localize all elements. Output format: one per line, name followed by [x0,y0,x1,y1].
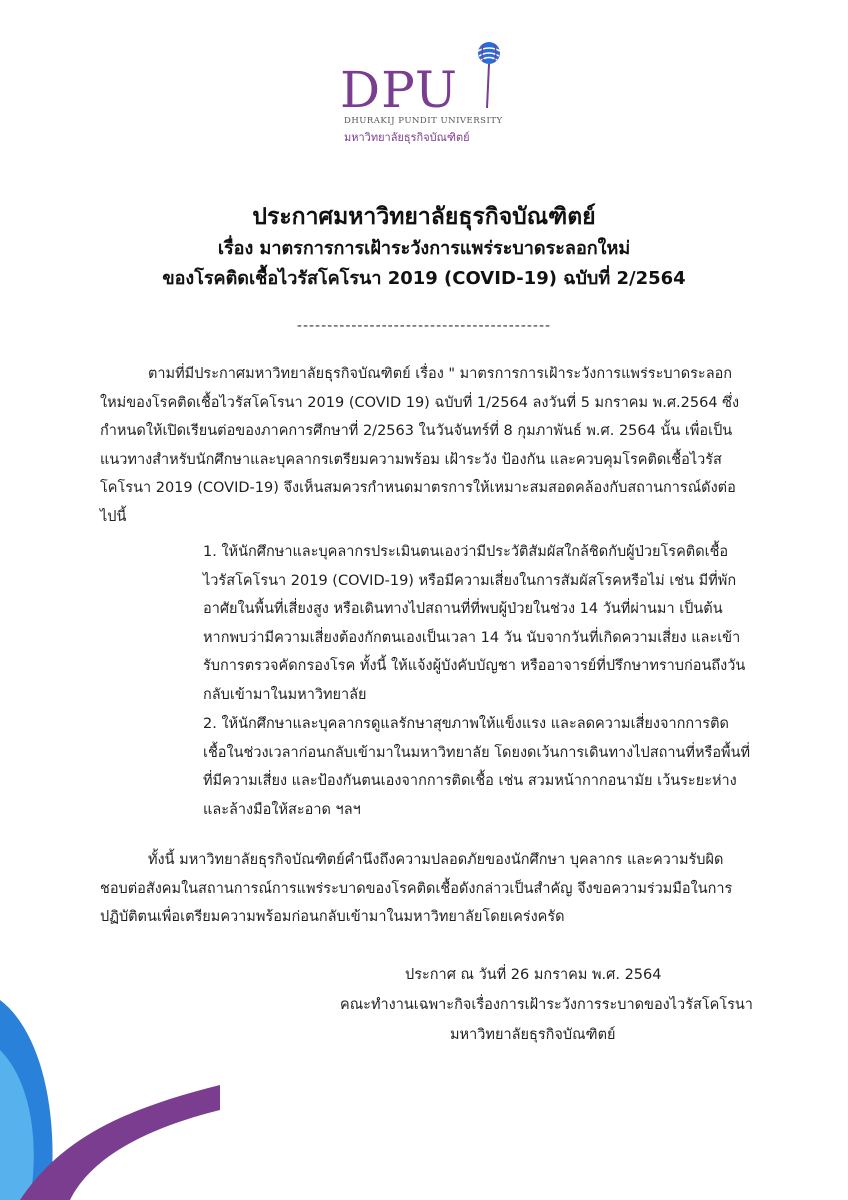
intro-paragraph: ตามที่มีประกาศมหาวิทยาลัยธุรกิจบัณฑิตย์ เรื่อง " มาตรการการเฝ้าระวังการแพร่ระบาดระลอกใหม่ของโรคติดเชื้อไวรัสโคโรนา 2019 (COVID 19) ฉบับที่ 1/2564 ลงวันที่ 5 มกราคม พ.ศ.2564 ซึ่งกำหนดให้เปิดเรียนต่อของภาคการศึกษาที่ 2/2563 ในวันจันทร์ที่ 8 กุมภาพันธ์ พ.ศ. 2564 นั้น เพื่อเป็นแนวทางสำหรับนักศึกษาและบุคลากรเตรียมความพร้อม เฝ้าระวัง ป้องกัน และควบคุมโรคติดเชื้อไวรัสโคโรนา 2019 (COVID-19) จึงเห็นสมควรกำหนดมาตรการให้เหมาะสมสอดคล้องกับสถานการณ์ดังต่อไปนี้ [100,366,740,525]
announcement-date: ประกาศ ณ วันที่ 26 มกราคม พ.ศ. 2564 [405,967,662,983]
logo-name-en: DHURAKIJ PUNDIT UNIVERSITY [344,116,503,126]
signature-block [300,960,753,1050]
logo-name-th: มหาวิทยาลัยธุรกิจบัณฑิตย์ [344,131,470,144]
measure-item-1: 1. ให้นักศึกษาและบุคลากรประเมินตนเองว่ามีประวัติสัมผัสใกล้ชิดกับผู้ป่วยโรคติดเชื้อไวรัสโคโรนา 2019 (COVID-19) หรือมีความเสี่ยงในการสัมผัสโรคหรือไม่ เช่น มีที่พักอาศัยในพื้นที่เสี่ยงสูง หรือเดินทางไปสถานที่ที่พบผู้ป่วยในช่วง 14 วันที่ผ่านมา เป็นต้น หากพบว่ามีความเสี่ยงต้องกักตนเองเป็นเวลา 14 วัน นับจากวันที่เกิดความเสี่ยง และเข้ารับการตรวจคัดกรองโรค ทั้งนี้ ให้แจ้งผู้บังคับบัญชา หรืออาจารย์ที่ปรึกษาทราบก่อนถึงวันกลับเข้ามาในมหาวิทยาลัย [203,544,746,703]
dpu-logo [340,40,510,150]
divider: ------------------------------------------ [296,318,552,334]
announcement-subject: เรื่อง มาตรการการเฝ้าระวังการแพร่ระบาดระลอกใหม่ [217,238,631,259]
logo-mark: DPU [340,61,458,119]
measure-item-2: 2. ให้นักศึกษาและบุคลากรดูแลรักษาสุขภาพให้แข็งแรง และลดความเสี่ยงจากการติดเชื้อในช่วงเวลาก่อนกลับเข้ามาในมหาวิทยาลัย โดยงดเว้นการเดินทางไปสถานที่หรือพื้นที่ที่มีความเสี่ยง และป้องกันตนเองจากการติดเชื้อ เช่น สวมหน้ากากอนามัย เว้นระยะห่าง และล้างมือให้สะอาด ฯลฯ [203,716,751,818]
announcement-subject-line2: ของโรคติดเชื้อไวรัสโคโรนา 2019 (COVID-19) ฉบับที่ 2/2564 [162,268,686,289]
university-name: มหาวิทยาลัยธุรกิจบัณฑิตย์ [450,1027,616,1043]
closing-paragraph: ทั้งนี้ มหาวิทยาลัยธุรกิจบัณฑิตย์คำนึงถึงความปลอดภัยของนักศึกษา บุคลากร และความรับผิดชอบต่อสังคมในสถานการณ์การแพร่ระบาดของโรคติดเชื้อดังกล่าวเป็นสำคัญ จึงขอความร่วมมือในการปฏิบัติตนเพื่อเตรียมความพร้อมก่อนกลับเข้ามาในมหาวิทยาลัยโดยเคร่งครัด [100,852,733,925]
globe-icon [473,40,505,110]
announcement-title: ประกาศมหาวิทยาลัยธุรกิจบัณฑิตย์ [252,204,596,230]
announcement-heading [0,200,848,294]
committee-name: คณะทำงานเฉพาะกิจเรื่องการเฝ้าระวังการระบาดของไวรัสโคโรนา [340,997,753,1013]
decorative-ribbon [0,990,220,1200]
